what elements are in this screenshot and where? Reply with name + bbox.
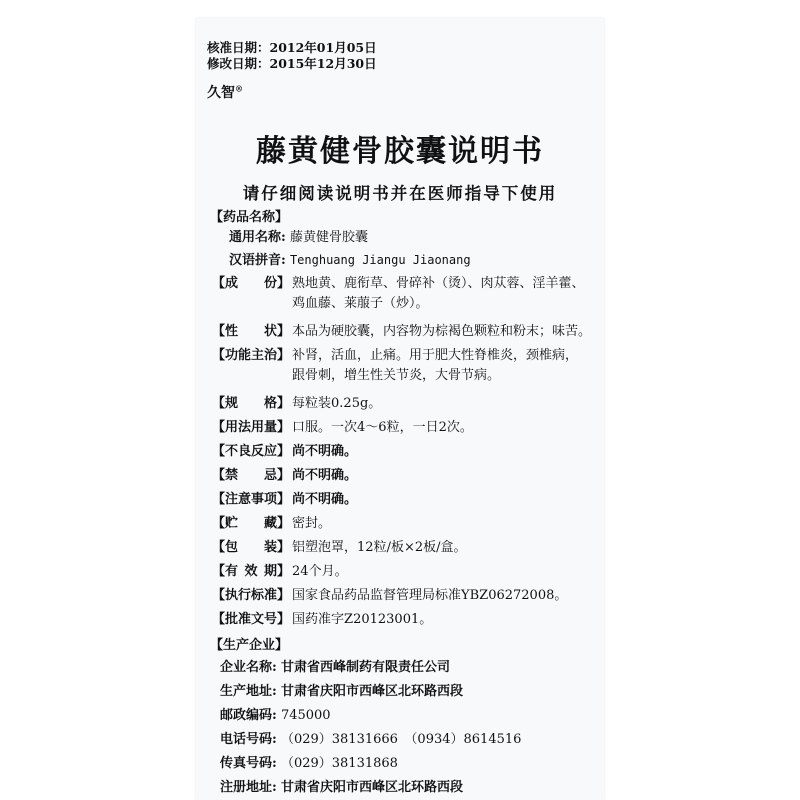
section-value: 尚不明确。 [292, 468, 358, 483]
section-value: 本品为硬胶囊，内容物为棕褐色颗粒和粉末；味苦。 [292, 324, 592, 339]
section-indications: 【功能主治】 补肾，活血，止痛。用于肥大性脊椎炎，颈椎病， 跟骨刺，增生性关节炎，大骨节病。 [212, 348, 579, 383]
manufacturer-label: 注册地址: [220, 780, 277, 795]
section-drug-name: 【药品名称】 [210, 210, 289, 225]
document-subtitle: 请仔细阅读说明书并在医师指导下使用 [242, 184, 558, 203]
revision-date-line [207, 54, 377, 72]
section-value: 国药准字Z20123001。 [292, 612, 433, 627]
brand-text: 久智 [207, 85, 235, 101]
section-value: 铝塑泡罩，12粒/板×2板/盒。 [292, 540, 467, 555]
section-specification: 【规格】 每粒装0.25g。 [212, 394, 600, 414]
section-contraindications: 【禁忌】 尚不明确。 [212, 466, 600, 486]
instruction-leaflet [196, 18, 604, 800]
pinyin-row [229, 250, 471, 271]
section-label: 用法用量 [225, 420, 278, 435]
section-value: 尚不明确。 [292, 444, 358, 459]
section-label: 贮藏 [225, 516, 278, 531]
section-shelf-life: 【有效期】 24个月。 [212, 562, 600, 582]
manufacturer-value: 745000 [280, 708, 331, 723]
section-value: 熟地黄、鹿衔草、骨碎补（烫）、肉苁蓉、淫羊藿、 [292, 276, 585, 291]
manufacturer-label: 传真号码: [220, 756, 277, 771]
section-value-cont: 鸡血藤、莱菔子（炒）。 [292, 296, 429, 311]
revision-date-value: 2015年12月30日 [269, 56, 377, 71]
manufacturer-label: 企业名称: [220, 660, 277, 675]
section-label: 有效期 [225, 564, 278, 579]
section-label: 成份 [225, 276, 278, 291]
section-label: 功能主治 [225, 348, 278, 363]
section-label: 包装 [225, 540, 278, 555]
section-value: 尚不明确。 [292, 492, 358, 507]
approval-date-value: 2012年01月05日 [269, 40, 377, 55]
manufacturer-label: 电话号码: [220, 732, 277, 747]
section-value: 24个月。 [292, 564, 348, 579]
approval-date-label: 核准日期： [207, 40, 270, 55]
section-value: 每粒装0.25g。 [292, 396, 382, 411]
section-description: 【性状】 本品为硬胶囊，内容物为棕褐色颗粒和粉末；味苦。 [212, 322, 600, 342]
section-label: 禁忌 [225, 468, 278, 483]
generic-name-label: 通用名称: [229, 230, 286, 245]
manufacturer-label: 生产地址: [220, 684, 277, 699]
section-adverse-reactions: 【不良反应】 尚不明确。 [212, 442, 600, 462]
brand-name [207, 82, 243, 102]
section-ingredients: 【成份】 熟地黄、鹿衔草、骨碎补（烫）、肉苁蓉、淫羊藿、 鸡血藤、莱菔子（炒）。 [212, 276, 585, 311]
manufacturer-value: 甘肃省庆阳市西峰区北环路西段 [280, 780, 463, 795]
section-approval-number: 【批准文号】 国药准字Z20123001。 [212, 610, 600, 630]
section-label: 性状 [225, 324, 278, 339]
revision-date-label: 修改日期： [207, 56, 270, 71]
section-value: 国家食品药品监督管理局标准YBZ06272008。 [292, 588, 568, 603]
generic-name-value: 藤黄健骨胶囊 [289, 230, 368, 245]
section-label: 不良反应 [225, 444, 278, 459]
registered-address-row [220, 778, 463, 798]
generic-name-row [229, 228, 368, 248]
registered-mark: ® [235, 83, 243, 94]
manufacturer-name-row [220, 658, 450, 678]
section-label: 规格 [225, 396, 278, 411]
postal-code-row [220, 706, 331, 726]
document-title: 藤黄健骨胶囊说明书 [256, 134, 544, 169]
manufacturer-value: （029）38131666 （0934）8614516 [280, 732, 522, 747]
manufacturer-value: 甘肃省西峰制药有限责任公司 [280, 660, 450, 675]
manufacturer-value: （029）38131868 [280, 756, 398, 771]
section-dosage: 【用法用量】 口服。一次4～6粒，一日2次。 [212, 418, 600, 438]
section-value: 补肾，活血，止痛。用于肥大性脊椎炎，颈椎病， [292, 348, 579, 363]
section-value: 口服。一次4～6粒，一日2次。 [292, 420, 473, 435]
fax-row [220, 754, 398, 774]
manufacturer-label: 邮政编码: [220, 708, 277, 723]
section-value: 密封。 [292, 516, 332, 531]
section-value-cont: 跟骨刺，增生性关节炎，大骨节病。 [292, 368, 501, 383]
production-address-row [220, 682, 463, 702]
section-label: 批准文号 [225, 612, 278, 627]
section-standard: 【执行标准】 国家食品药品监督管理局标准YBZ06272008。 [212, 586, 600, 606]
section-precautions: 【注意事项】 尚不明确。 [212, 490, 600, 510]
section-label: 注意事项 [225, 492, 278, 507]
pinyin-value: Tenghuang Jiangu Jiaonang [289, 253, 471, 267]
pinyin-label: 汉语拼音: [229, 253, 286, 268]
section-package: 【包装】 铝塑泡罩，12粒/板×2板/盒。 [212, 538, 600, 558]
manufacturer-value: 甘肃省庆阳市西峰区北环路西段 [280, 684, 463, 699]
section-label: 执行标准 [225, 588, 278, 603]
section-storage: 【贮藏】 密封。 [212, 514, 600, 534]
phone-row [220, 730, 521, 750]
section-manufacturer: 【生产企业】 [210, 638, 289, 653]
